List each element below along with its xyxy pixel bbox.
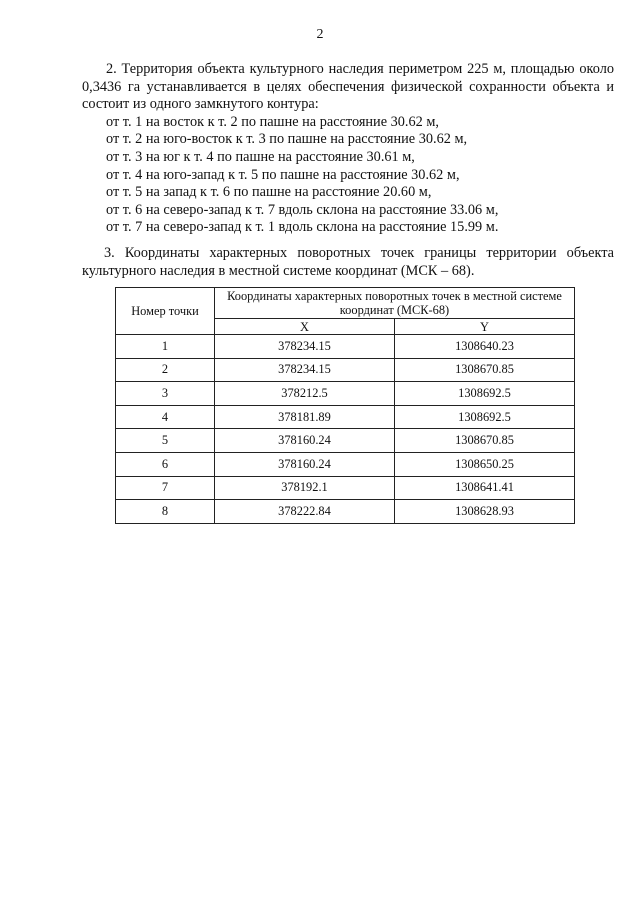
cell-y: 1308692.5	[395, 382, 575, 406]
cell-y: 1308650.25	[395, 452, 575, 476]
cell-point: 7	[116, 476, 215, 500]
cell-x: 378212.5	[215, 382, 395, 406]
table-row	[116, 382, 575, 406]
header-point-number: Номер точки	[116, 288, 215, 335]
header-y: Y	[395, 319, 575, 335]
coordinates-table	[115, 287, 575, 524]
boundary-segment: от т. 7 на северо-запад к т. 1 вдоль склона на расстояние 15.99 м.	[106, 219, 499, 236]
cell-y: 1308670.85	[395, 429, 575, 453]
cell-point: 8	[116, 500, 215, 524]
boundary-segment-list	[82, 114, 614, 237]
cell-y: 1308628.93	[395, 500, 575, 524]
boundary-segment: от т. 2 на юго-восток к т. 3 по пашне на расстояние 30.62 м,	[106, 131, 468, 148]
table-row	[116, 500, 575, 524]
section-2-territory	[82, 61, 614, 237]
table-row	[116, 476, 575, 500]
cell-y: 1308670.85	[395, 358, 575, 382]
section-3-text: 3. Координаты характерных поворотных точек границы территории объекта культурного наследия в местной системе координат (МСК – 68).	[82, 245, 614, 279]
cell-x: 378234.15	[215, 358, 395, 382]
cell-x: 378234.15	[215, 335, 395, 359]
cell-point: 5	[116, 429, 215, 453]
cell-x: 378192.1	[215, 476, 395, 500]
cell-point: 1	[116, 335, 215, 359]
cell-x: 378222.84	[215, 500, 395, 524]
page-number: 2	[316, 27, 324, 42]
section-2-intro: 2. Территория объекта культурного наследия периметром 225 м, площадью около 0,3436 га устанавливается в целях обеспечения физической сохранности объекта и состоит из одного замкнутого контура:	[82, 61, 614, 113]
header-x: X	[215, 319, 395, 335]
cell-y: 1308692.5	[395, 405, 575, 429]
table-row	[116, 405, 575, 429]
boundary-segment: от т. 1 на восток к т. 2 по пашне на расстояние 30.62 м,	[106, 113, 439, 130]
cell-y: 1308641.41	[395, 476, 575, 500]
cell-x: 378181.89	[215, 405, 395, 429]
table-row	[116, 429, 575, 453]
boundary-segment: от т. 3 на юг к т. 4 по пашне на расстояние 30.61 м,	[106, 148, 415, 165]
section-3-coordinates	[82, 245, 614, 280]
table-row	[116, 335, 575, 359]
cell-y: 1308640.23	[395, 335, 575, 359]
boundary-segment: от т. 5 на запад к т. 6 по пашне на расстояние 20.60 м,	[106, 184, 432, 201]
cell-point: 2	[116, 358, 215, 382]
table-row	[116, 452, 575, 476]
cell-point: 3	[116, 382, 215, 406]
table-row	[116, 358, 575, 382]
cell-x: 378160.24	[215, 452, 395, 476]
header-coordinates-group: Координаты характерных поворотных точек в местной системе координат (МСК-68)	[215, 288, 575, 319]
cell-x: 378160.24	[215, 429, 395, 453]
boundary-segment: от т. 4 на юго-запад к т. 5 по пашне на расстояние 30.62 м,	[106, 166, 460, 183]
cell-point: 6	[116, 452, 215, 476]
boundary-segment: от т. 6 на северо-запад к т. 7 вдоль склона на расстояние 33.06 м,	[106, 201, 499, 218]
cell-point: 4	[116, 405, 215, 429]
